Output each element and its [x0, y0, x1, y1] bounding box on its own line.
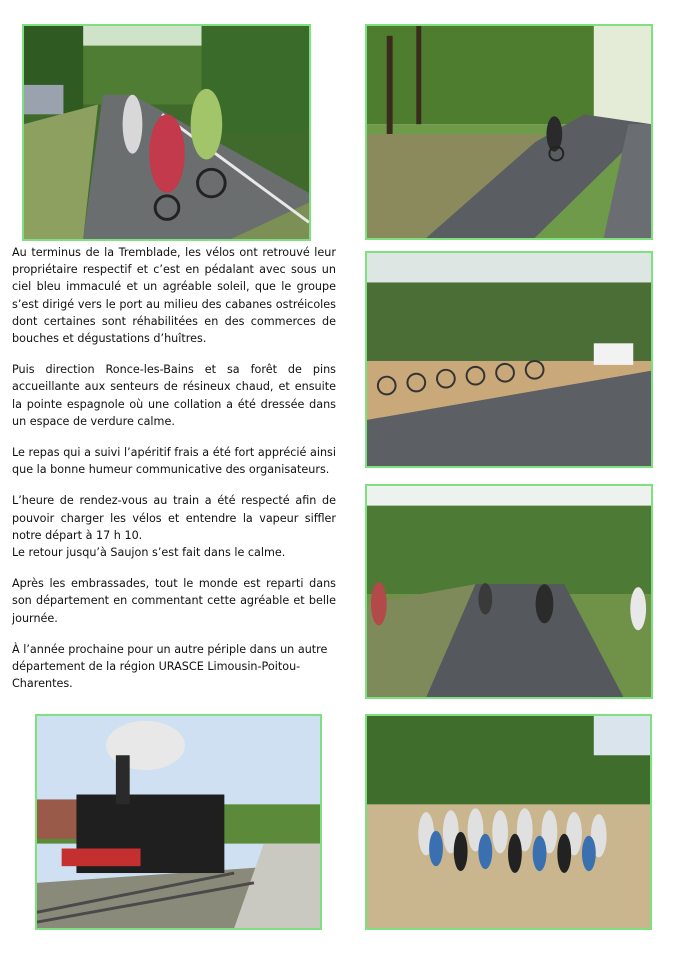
paragraph-train: L’heure de rendez-vous au train a été respecté afin de pouvoir charger les vélos et entendre la vapeur siffler notre départ à 17 h 10. — [12, 494, 336, 542]
photo-cyclists-path — [22, 24, 311, 241]
photo-forest-road — [365, 24, 653, 240]
photo-steam-train — [35, 714, 322, 930]
photo-group — [365, 714, 652, 930]
paragraph-ronce: Puis direction Ronce-les-Bains et sa forêt de pins accueillante aux senteurs de résineux chaud, et ensuite la pointe espagnole où une collation a été dressée dans un espace de verdure calme. — [12, 363, 336, 428]
photo-parked-bikes — [365, 251, 653, 468]
paragraph-return: Le retour jusqu’à Saujon s’est fait dans le calme. — [12, 546, 286, 560]
article-text — [12, 244, 336, 706]
photo-tree-path — [365, 484, 653, 699]
paragraph-next-year: À l’année prochaine pour un autre périple dans un autre département de la région URASCE Limousin-Poitou-Charentes. — [12, 642, 328, 691]
paragraph-meal: Le repas qui a suivi l’apéritif frais a été fort apprécié ainsi que la bonne humeur communicative des organisateurs. — [12, 446, 336, 477]
paragraph-arrival: Au terminus de la Tremblade, les vélos ont retrouvé leur propriétaire respectif et c’est en pédalant avec sous un ciel bleu immaculé et un agréable soleil, que le groupe s’est dirigé vers le port au milieu des cabanes ostréicoles dont certaines sont réhabilitées en des commerces de bouches et dégustations d’huîtres. — [12, 246, 336, 346]
paragraph-goodbye: Après les embrassades, tout le monde est reparti dans son département en commentant cette agréable et belle journée. — [12, 577, 336, 625]
